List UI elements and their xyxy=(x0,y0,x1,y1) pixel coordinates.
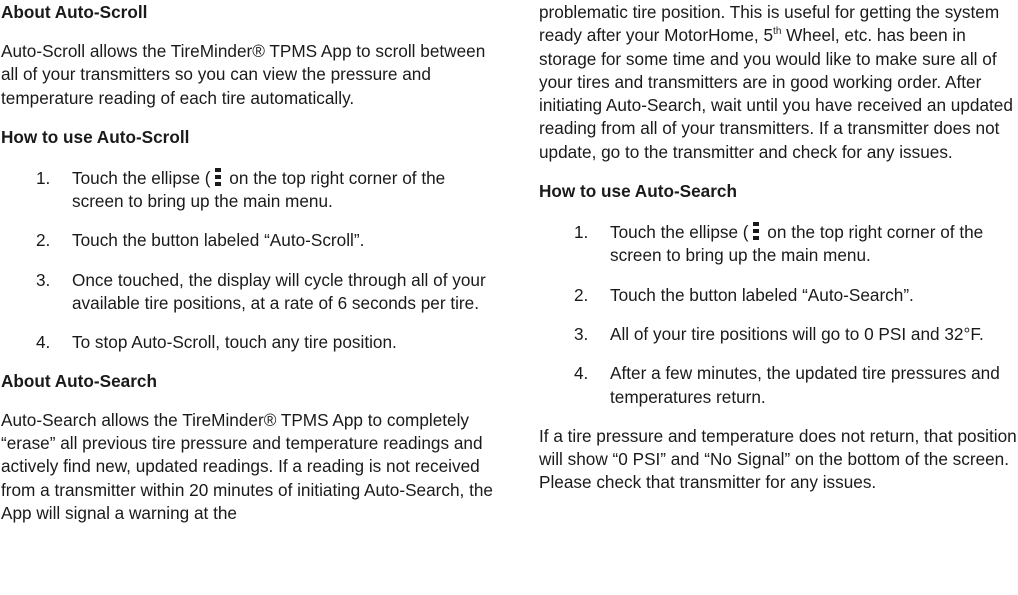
how-to-auto-search-heading: How to use Auto-Search xyxy=(539,181,737,202)
step-text: Once touched, the display will cycle through all of your available tire positions, at a rate of 6 seconds per tire. xyxy=(72,269,486,314)
step-text: Touch the button labeled “Auto-Search”. xyxy=(610,284,914,305)
auto-search-step-3 xyxy=(539,323,1018,346)
auto-search-step-1 xyxy=(539,221,1018,268)
auto-search-continued-paragraph xyxy=(539,1,1018,164)
auto-scroll-step-1 xyxy=(1,167,501,214)
right-column xyxy=(539,0,1018,495)
about-auto-search-heading: About Auto-Search xyxy=(1,370,157,391)
closing-paragraph: If a tire pressure and temperature does not return, that position will show “0 PSI” and “No Signal” on the bottom of the screen. Please check that transmitter for any issues. xyxy=(539,425,1017,493)
step-number: 1. xyxy=(574,222,589,243)
step-number: 4. xyxy=(36,332,51,353)
about-auto-scroll-heading: About Auto-Scroll xyxy=(1,2,148,22)
step-text-before: Touch the ellipse ( xyxy=(610,222,749,243)
step-text: Touch the button labeled “Auto-Scroll”. xyxy=(72,230,365,251)
auto-scroll-step-4 xyxy=(1,331,501,354)
step-number: 3. xyxy=(574,323,589,344)
step-text: After a few minutes, the updated tire pressures and temperatures return. xyxy=(610,363,1000,407)
step-number: 1. xyxy=(36,167,51,188)
step-number: 2. xyxy=(574,284,589,305)
step-text-before: Touch the ellipse ( xyxy=(72,167,211,188)
kebab-menu-icon xyxy=(215,168,221,186)
step-text-after: on the top right corner of the screen to bring up the main menu. xyxy=(610,222,984,266)
auto-search-step-4 xyxy=(539,362,1018,409)
step-text: All of your tire positions will go to 0 PSI and 32°F. xyxy=(610,323,984,344)
auto-search-steps xyxy=(539,221,1018,409)
about-auto-scroll-paragraph: Auto-Scroll allows the TireMinder® TPMS App to scroll between all of your transmitters so you can view the pressure and temperature reading of each tire automatically. xyxy=(1,41,486,108)
auto-search-step-2 xyxy=(539,284,1018,307)
about-auto-search-paragraph: Auto-Search allows the TireMinder® TPMS App to completely “erase” all previous tire pressure and temperature readings and actively find new, updated readings. If a reading is not received from a transmitter within 20 minutes of initiating Auto-Search, the App will signal a warning at the xyxy=(1,409,493,523)
how-to-auto-scroll-heading: How to use Auto-Scroll xyxy=(1,126,190,147)
step-text-after: on the top right corner of the screen to bring up the main menu. xyxy=(72,167,446,212)
continued-text-b: Wheel, etc. has been in storage for some time and you would like to make sure all of your tires and transmitters are in good working order. After initiating Auto-Search, wait until you have received an updated reading from all of your transmitters. If a transmitter does not update, go to the transmitter and check for any issues. xyxy=(539,25,1013,162)
auto-scroll-steps xyxy=(1,167,501,355)
kebab-menu-icon xyxy=(753,222,759,240)
step-number: 3. xyxy=(36,269,51,290)
left-column xyxy=(1,0,501,525)
ordinal-superscript: th xyxy=(773,26,782,38)
auto-scroll-step-3 xyxy=(1,269,501,316)
step-number: 2. xyxy=(36,230,51,251)
continued-text-a: problematic tire position. This is useful for getting the system ready after your MotorHome, 5 xyxy=(539,2,1000,46)
step-number: 4. xyxy=(574,363,589,384)
auto-scroll-step-2 xyxy=(1,229,501,252)
step-text: To stop Auto-Scroll, touch any tire position. xyxy=(72,332,397,353)
